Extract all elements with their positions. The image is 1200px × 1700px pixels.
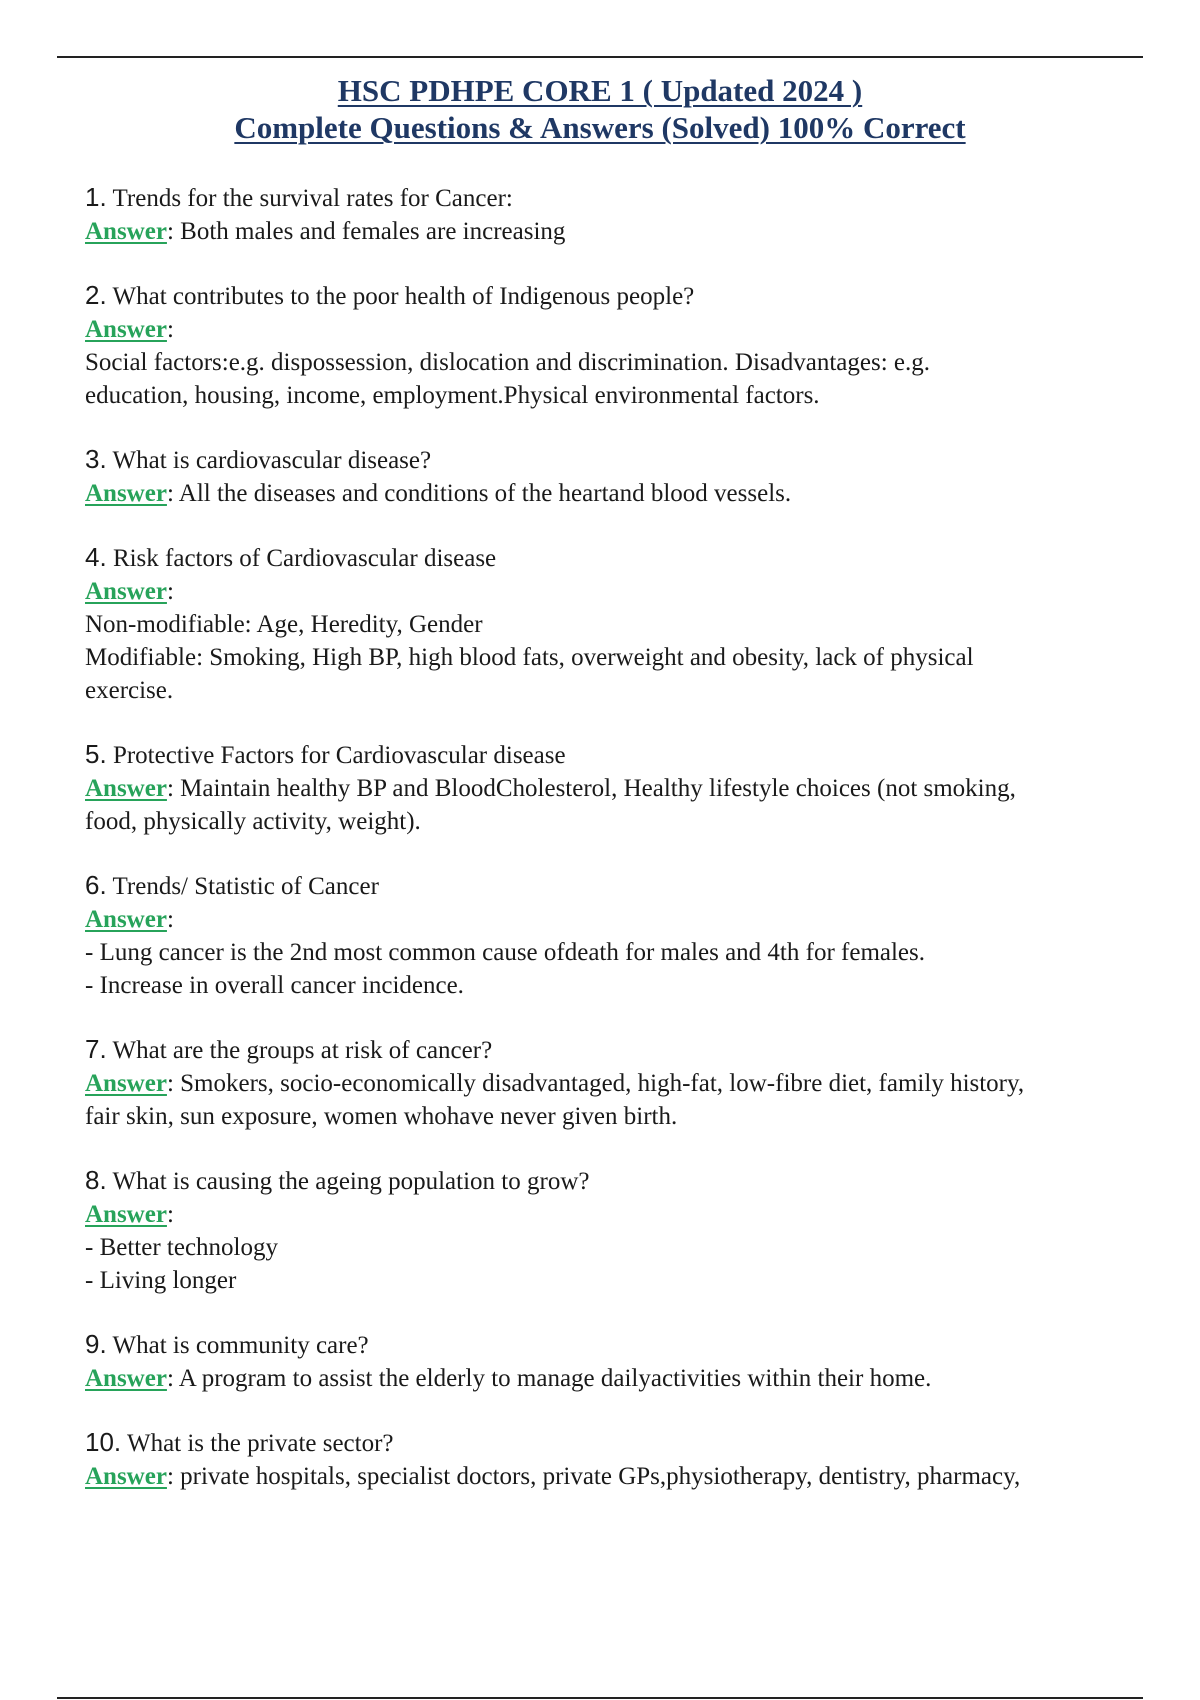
qa-item-4: 4. Risk factors of Cardiovascular disease Answer: Non-modifiable: Age, Heredity, Gender Modifiable: Smoking, High BP, high blood fats, overweight and obesity, lack of physical exercise. <box>85 541 1145 707</box>
answer-label: Answer <box>85 1070 167 1097</box>
answer-label: Answer <box>85 1463 167 1490</box>
bottom-rule <box>57 1697 1143 1699</box>
answer-line: Social factors:e.g. dispossession, dislocation and discrimination. Disadvantages: e.g. <box>85 349 930 376</box>
question-text: What is cardiovascular disease? <box>112 447 432 474</box>
qa-item-7: 7. What are the groups at risk of cancer? Answer: Smokers, socio-economically disadvantaged, high-fat, low-fibre diet, family history, fair skin, sun exposure, women whohave never given birth. <box>85 1033 1145 1133</box>
answer-text: private hospitals, specialist doctors, private GPs,physiotherapy, dentistry, pharmacy, <box>180 1463 1021 1490</box>
answer-label: Answer <box>85 218 167 245</box>
question-number: 5. <box>85 739 107 769</box>
qa-item-1: 1. Trends for the survival rates for Cancer: Answer: Both males and females are increasing <box>85 182 566 245</box>
question-number: 4. <box>85 542 107 572</box>
qa-item-3: 3. What is cardiovascular disease? Answer: All the diseases and conditions of the heartand blood vessels. <box>85 444 792 507</box>
question-number: 8. <box>85 1165 107 1195</box>
title-line-2: Complete Questions & Answers (Solved) 100% Correct <box>234 110 966 145</box>
answer-line: - Better technology <box>85 1234 278 1261</box>
question-number: 9. <box>85 1329 107 1359</box>
question-text: Protective Factors for Cardiovascular disease <box>112 742 566 769</box>
answer-line: - Lung cancer is the 2nd most common cause ofdeath for males and 4th for females. <box>85 939 926 966</box>
answer-text: Smokers, socio-economically disadvantaged, high-fat, low-fibre diet, family history, <box>180 1070 1025 1097</box>
qa-item-2: 2. What contributes to the poor health of Indigenous people? Answer: Social factors:e.g. dispossession, dislocation and discrimination. Disadvantages: e.g. education, housing, income, employment.Physical environmental factors. <box>85 279 1145 412</box>
answer-line: education, housing, income, employment.Physical environmental factors. <box>85 382 820 409</box>
answer-text: A program to assist the elderly to manage dailyactivities within their home. <box>178 1365 932 1392</box>
answer-label: Answer <box>85 316 167 343</box>
qa-list <box>85 181 1145 1524</box>
answer-label: Answer <box>85 578 167 605</box>
document-title <box>0 72 1200 146</box>
answer-text: All the diseases and conditions of the heartand blood vessels. <box>178 480 792 507</box>
question-number: 1. <box>85 182 107 212</box>
question-number: 3. <box>85 444 107 474</box>
answer-label: Answer <box>85 1365 167 1392</box>
question-number: 10. <box>85 1427 122 1457</box>
question-number: 6. <box>85 870 107 900</box>
question-text: What contributes to the poor health of Indigenous people? <box>112 283 695 310</box>
answer-label: Answer <box>85 775 167 802</box>
answer-line: - Living longer <box>85 1267 237 1294</box>
qa-item-9: 9. What is community care? Answer: A program to assist the elderly to manage dailyactivities within their home. <box>85 1329 932 1392</box>
answer-text: Maintain healthy BP and BloodCholesterol, Healthy lifestyle choices (not smoking, <box>180 775 1016 802</box>
title-line-1: HSC PDHPE CORE 1 ( Updated 2024 ) <box>337 73 863 108</box>
question-text: What is causing the ageing population to grow? <box>112 1168 590 1195</box>
question-text: What is community care? <box>112 1332 369 1359</box>
question-number: 7. <box>85 1034 107 1064</box>
question-text: What are the groups at risk of cancer? <box>112 1037 493 1064</box>
question-text: Trends/ Statistic of Cancer <box>112 873 379 900</box>
answer-label: Answer <box>85 906 167 933</box>
question-text: Risk factors of Cardiovascular disease <box>112 545 497 572</box>
question-text: Trends for the survival rates for Cancer: <box>112 185 513 212</box>
qa-item-10: 10. What is the private sector? Answer: private hospitals, specialist doctors, private GPs,physiotherapy, dentistry, pharmacy, <box>85 1427 1021 1490</box>
answer-line: Modifiable: Smoking, High BP, high blood fats, overweight and obesity, lack of physical <box>85 644 974 671</box>
answer-line: fair skin, sun exposure, women whohave never given birth. <box>85 1103 678 1130</box>
question-text: What is the private sector? <box>126 1430 394 1457</box>
qa-item-6: 6. Trends/ Statistic of Cancer Answer: - Lung cancer is the 2nd most common cause ofdeath for males and 4th for females. - Increase in overall cancer incidence. <box>85 869 1145 1002</box>
answer-line: food, physically activity, weight). <box>85 808 421 835</box>
top-rule <box>57 56 1143 58</box>
qa-item-5: 5. Protective Factors for Cardiovascular disease Answer: Maintain healthy BP and BloodCholesterol, Healthy lifestyle choices (not smoking, food, physically activity, weight). <box>85 738 1145 838</box>
answer-label: Answer <box>85 1201 167 1228</box>
answer-line: - Increase in overall cancer incidence. <box>85 972 464 999</box>
answer-text: Both males and females are increasing <box>180 218 566 245</box>
question-number: 2. <box>85 280 107 310</box>
qa-item-8: 8. What is causing the ageing population to grow? Answer: - Better technology - Living longer <box>85 1164 1145 1297</box>
answer-label: Answer <box>85 480 167 507</box>
answer-line: Non-modifiable: Age, Heredity, Gender <box>85 611 483 638</box>
answer-line: exercise. <box>85 677 174 704</box>
